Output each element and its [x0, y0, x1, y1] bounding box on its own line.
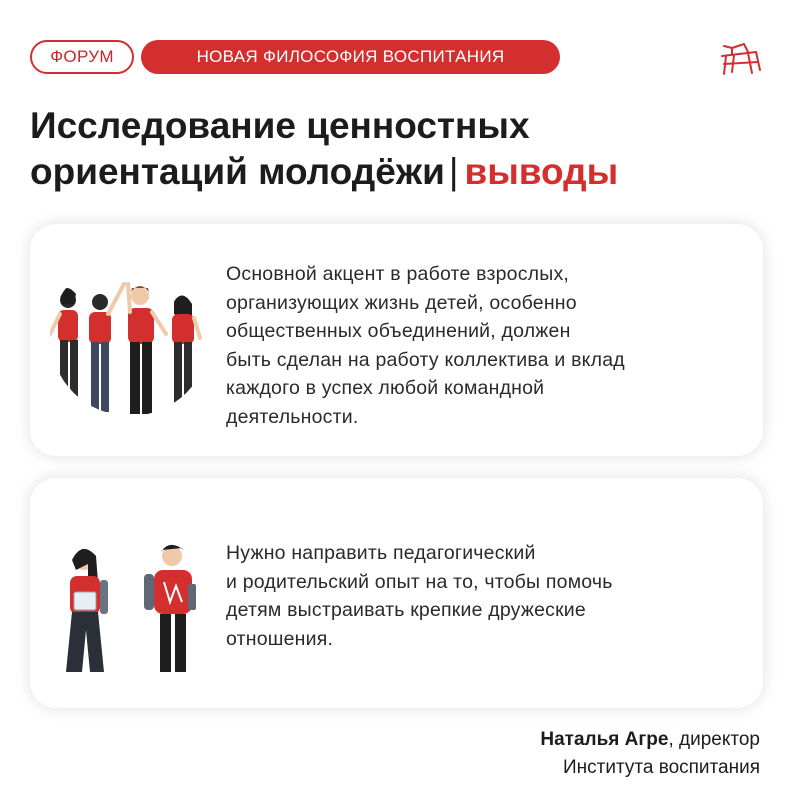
forum-badge: ФОРУМ: [30, 40, 134, 74]
conclusion-card-1: [30, 224, 763, 456]
author-name: Наталья Агре: [540, 729, 669, 750]
text-line: быть сделан на работу коллектива и вклад: [226, 348, 625, 371]
text-line: детям выстраивать крепкие дружеские: [226, 599, 586, 621]
title-line-2-text: ориентаций молодёжи: [30, 151, 445, 192]
conclusion-card-2: [30, 478, 763, 708]
title-line-1: Исследование ценностных: [30, 105, 530, 146]
text-line: общественных объединений, должен: [226, 320, 571, 342]
title-separator: |: [448, 151, 459, 192]
text-line: деятельности.: [226, 405, 359, 428]
author-organization: Института воспитания: [562, 757, 760, 778]
text-line: и родительский опыт на то, чтобы помочь: [226, 570, 613, 593]
title-accent: выводы: [464, 151, 619, 192]
text-line: организующих жизнь детей, особенно: [226, 291, 577, 314]
signature-line-1: [540, 726, 760, 754]
title-line-2: [30, 149, 770, 195]
text-line: отношения.: [226, 627, 334, 650]
two-students-illustration: [48, 540, 218, 680]
chair-logo-icon: [718, 40, 766, 80]
author-role: , директор: [668, 729, 760, 750]
conclusion-text-2: [226, 539, 746, 653]
text-line: Основной акцент в работе взрослых,: [226, 263, 570, 285]
text-line: каждого в успех любой командной: [226, 377, 545, 399]
conclusion-text-1: [226, 260, 746, 431]
author-signature: [540, 726, 760, 782]
text-line: Нужно направить педагогический: [226, 542, 536, 564]
team-high-five-illustration: [40, 274, 220, 424]
forum-title-badge: НОВАЯ ФИЛОСОФИЯ ВОСПИТАНИЯ: [141, 40, 560, 74]
page-title: [30, 103, 770, 195]
